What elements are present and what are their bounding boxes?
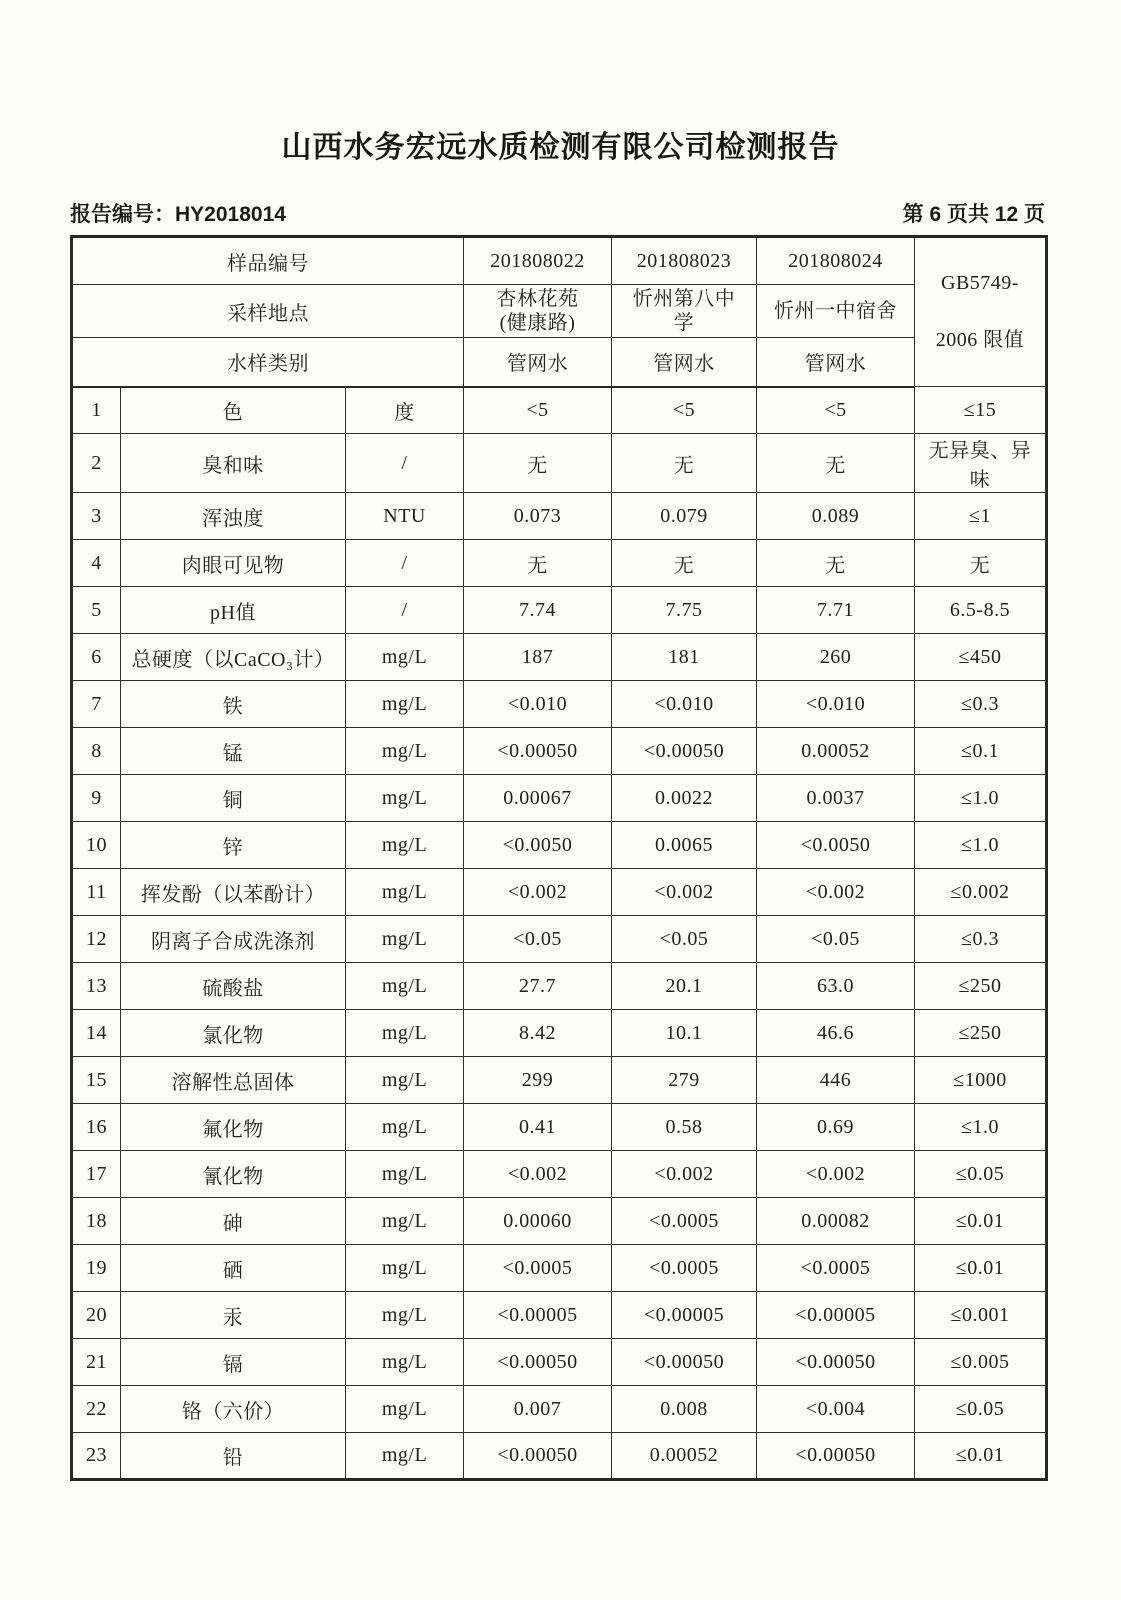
value-cell: 7.74 xyxy=(464,587,612,634)
table-row xyxy=(72,1104,1047,1151)
standard-line1: GB5749- xyxy=(941,272,1019,294)
row-number-cell: 7 xyxy=(72,681,121,728)
param-name-cell: 砷 xyxy=(121,1198,346,1245)
limit-cell: ≤0.002 xyxy=(915,869,1047,916)
value-cell: <0.010 xyxy=(757,681,915,728)
param-name-cell: 镉 xyxy=(121,1339,346,1386)
row-number-cell: 3 xyxy=(72,493,121,540)
value-cell: 0.008 xyxy=(612,1386,757,1433)
unit-cell: mg/L xyxy=(346,963,464,1010)
value-cell: <0.00005 xyxy=(464,1292,612,1339)
value-cell: 181 xyxy=(612,634,757,681)
row-number-cell: 12 xyxy=(72,916,121,963)
value-cell: 无 xyxy=(757,540,915,587)
unit-cell: mg/L xyxy=(346,1057,464,1104)
value-cell: <0.00005 xyxy=(612,1292,757,1339)
param-name-cell: 肉眼可见物 xyxy=(121,540,346,587)
table-row xyxy=(72,681,1047,728)
table-row xyxy=(72,1245,1047,1292)
param-name-cell: 汞 xyxy=(121,1292,346,1339)
location-text: 忻州第八中学 xyxy=(632,288,736,334)
unit-cell: / xyxy=(346,587,464,634)
sample-id-cell: 201808022 xyxy=(464,237,612,285)
unit-cell: mg/L xyxy=(346,869,464,916)
value-cell: 63.0 xyxy=(757,963,915,1010)
header-row-water-type xyxy=(72,338,1047,387)
value-cell: 0.0022 xyxy=(612,775,757,822)
table-row xyxy=(72,1198,1047,1245)
unit-cell: / xyxy=(346,434,464,493)
value-cell: 0.00052 xyxy=(757,728,915,775)
param-name-cell: 铁 xyxy=(121,681,346,728)
value-cell: <0.00050 xyxy=(757,1433,915,1480)
param-name-cell: 氯化物 xyxy=(121,1010,346,1057)
param-name-cell: 阴离子合成洗涤剂 xyxy=(121,916,346,963)
row-number-cell: 16 xyxy=(72,1104,121,1151)
unit-cell: NTU xyxy=(346,493,464,540)
value-cell: 446 xyxy=(757,1057,915,1104)
value-cell: <0.002 xyxy=(612,1151,757,1198)
table-row xyxy=(72,1339,1047,1386)
value-cell: 187 xyxy=(464,634,612,681)
value-cell: <0.010 xyxy=(612,681,757,728)
value-cell: 0.0037 xyxy=(757,775,915,822)
value-cell: <0.0005 xyxy=(757,1245,915,1292)
limit-cell: ≤1.0 xyxy=(915,1104,1047,1151)
value-cell: <5 xyxy=(464,387,612,434)
value-cell: 0.00060 xyxy=(464,1198,612,1245)
value-cell: 7.71 xyxy=(757,587,915,634)
value-cell: <0.00050 xyxy=(464,728,612,775)
limit-cell: ≤1.0 xyxy=(915,822,1047,869)
param-name-cell: 总硬度（以CaCO₃计） xyxy=(121,634,346,681)
value-cell: <0.0005 xyxy=(612,1198,757,1245)
row-number-cell: 22 xyxy=(72,1386,121,1433)
standard-limit-cell xyxy=(915,237,1047,387)
value-cell: 无 xyxy=(464,434,612,493)
param-name-cell: 铜 xyxy=(121,775,346,822)
limit-cell: ≤0.01 xyxy=(915,1245,1047,1292)
value-cell: <0.00050 xyxy=(612,728,757,775)
unit-cell: mg/L xyxy=(346,1433,464,1480)
unit-cell: mg/L xyxy=(346,1151,464,1198)
value-cell: 0.00067 xyxy=(464,775,612,822)
limit-cell: ≤250 xyxy=(915,963,1047,1010)
row-number-cell: 9 xyxy=(72,775,121,822)
report-meta-row xyxy=(70,198,1045,228)
table-row xyxy=(72,434,1047,493)
value-cell: <0.002 xyxy=(464,869,612,916)
sample-id-cell: 201808024 xyxy=(757,237,915,285)
unit-cell: mg/L xyxy=(346,1198,464,1245)
unit-cell: mg/L xyxy=(346,1292,464,1339)
table-row xyxy=(72,963,1047,1010)
value-cell: <0.002 xyxy=(757,1151,915,1198)
value-cell: <0.002 xyxy=(612,869,757,916)
row-number-cell: 10 xyxy=(72,822,121,869)
param-name-cell: pH值 xyxy=(121,587,346,634)
limit-cell: ≤1.0 xyxy=(915,775,1047,822)
water-type-cell: 管网水 xyxy=(612,338,757,387)
row-number-cell: 11 xyxy=(72,869,121,916)
header-row-location xyxy=(72,285,1047,338)
param-name-cell: 挥发酚（以苯酚计） xyxy=(121,869,346,916)
row-number-cell: 13 xyxy=(72,963,121,1010)
row-number-cell: 18 xyxy=(72,1198,121,1245)
table-row xyxy=(72,869,1047,916)
value-cell: 无 xyxy=(757,434,915,493)
value-cell: <0.002 xyxy=(757,869,915,916)
value-cell: 46.6 xyxy=(757,1010,915,1057)
limit-cell: ≤0.1 xyxy=(915,728,1047,775)
limit-cell: ≤0.01 xyxy=(915,1198,1047,1245)
value-cell: <0.004 xyxy=(757,1386,915,1433)
sample-id-label-cell: 样品编号 xyxy=(72,237,464,285)
value-cell: 0.58 xyxy=(612,1104,757,1151)
param-name-cell: 臭和味 xyxy=(121,434,346,493)
value-cell: 0.079 xyxy=(612,493,757,540)
value-cell: 0.41 xyxy=(464,1104,612,1151)
value-cell: 0.0065 xyxy=(612,822,757,869)
unit-cell: mg/L xyxy=(346,916,464,963)
report-number: 报告编号：HY2018014 xyxy=(70,203,286,226)
value-cell: <0.05 xyxy=(757,916,915,963)
value-cell: 无 xyxy=(464,540,612,587)
table-row xyxy=(72,1057,1047,1104)
table-row xyxy=(72,1292,1047,1339)
value-cell: <0.0005 xyxy=(464,1245,612,1292)
row-number-cell: 1 xyxy=(72,387,121,434)
water-type-cell: 管网水 xyxy=(464,338,612,387)
limit-cell: ≤1000 xyxy=(915,1057,1047,1104)
location-cell xyxy=(612,285,757,338)
table-row xyxy=(72,1386,1047,1433)
param-name-cell: 铅 xyxy=(121,1433,346,1480)
value-cell: 0.00052 xyxy=(612,1433,757,1480)
table-row xyxy=(72,1010,1047,1057)
value-cell: 0.073 xyxy=(464,493,612,540)
unit-cell: 度 xyxy=(346,387,464,434)
table-row xyxy=(72,728,1047,775)
value-cell: 7.75 xyxy=(612,587,757,634)
table-row xyxy=(72,775,1047,822)
row-number-cell: 21 xyxy=(72,1339,121,1386)
location-text: 杏林花苑(健康路) xyxy=(496,288,579,334)
location-cell xyxy=(464,285,612,338)
value-cell: <0.05 xyxy=(464,916,612,963)
unit-cell: mg/L xyxy=(346,681,464,728)
row-number-cell: 8 xyxy=(72,728,121,775)
value-cell: 8.42 xyxy=(464,1010,612,1057)
param-name-cell: 铬（六价） xyxy=(121,1386,346,1433)
table-row xyxy=(72,822,1047,869)
unit-cell: mg/L xyxy=(346,1104,464,1151)
unit-cell: mg/L xyxy=(346,1339,464,1386)
table-row xyxy=(72,1151,1047,1198)
value-cell: 27.7 xyxy=(464,963,612,1010)
row-number-cell: 5 xyxy=(72,587,121,634)
limit-cell: ≤0.005 xyxy=(915,1339,1047,1386)
value-cell: 0.69 xyxy=(757,1104,915,1151)
param-name-cell: 色 xyxy=(121,387,346,434)
value-cell: <0.0005 xyxy=(612,1245,757,1292)
limit-cell: ≤0.001 xyxy=(915,1292,1047,1339)
row-number-cell: 17 xyxy=(72,1151,121,1198)
table-row xyxy=(72,387,1047,434)
value-cell: <0.010 xyxy=(464,681,612,728)
limit-cell: ≤0.05 xyxy=(915,1151,1047,1198)
value-cell: 无 xyxy=(612,540,757,587)
standard-line2: 2006 限值 xyxy=(935,329,1025,351)
limit-cell: ≤0.3 xyxy=(915,681,1047,728)
param-name-cell: 硫酸盐 xyxy=(121,963,346,1010)
page-title: 山西水务宏远水质检测有限公司检测报告 xyxy=(281,131,840,164)
value-cell: <5 xyxy=(757,387,915,434)
row-number-cell: 23 xyxy=(72,1433,121,1480)
value-cell: 0.007 xyxy=(464,1386,612,1433)
param-name-cell: 浑浊度 xyxy=(121,493,346,540)
unit-cell: mg/L xyxy=(346,634,464,681)
value-cell: 260 xyxy=(757,634,915,681)
value-cell: 299 xyxy=(464,1057,612,1104)
limit-cell: ≤0.01 xyxy=(915,1433,1047,1480)
table-row xyxy=(72,634,1047,681)
row-number-cell: 6 xyxy=(72,634,121,681)
table-row xyxy=(72,540,1047,587)
value-cell: 0.089 xyxy=(757,493,915,540)
row-number-cell: 15 xyxy=(72,1057,121,1104)
limit-cell: 无 xyxy=(915,540,1047,587)
table-row xyxy=(72,493,1047,540)
value-cell: <0.00050 xyxy=(612,1339,757,1386)
location-cell: 忻州一中宿舍 xyxy=(757,285,915,338)
limit-cell: 6.5-8.5 xyxy=(915,587,1047,634)
unit-cell: mg/L xyxy=(346,1245,464,1292)
limit-cell: 无异臭、异味 xyxy=(915,434,1047,493)
value-cell: <5 xyxy=(612,387,757,434)
unit-cell: mg/L xyxy=(346,728,464,775)
location-label-cell: 采样地点 xyxy=(72,285,464,338)
header-row-sample-id xyxy=(72,237,1047,285)
param-name-cell: 氰化物 xyxy=(121,1151,346,1198)
value-cell: <0.00050 xyxy=(464,1433,612,1480)
unit-cell: mg/L xyxy=(346,1010,464,1057)
param-name-cell: 硒 xyxy=(121,1245,346,1292)
page-indicator: 第 6 页共 12 页 xyxy=(902,203,1045,226)
value-cell: <0.00050 xyxy=(464,1339,612,1386)
value-cell: <0.05 xyxy=(612,916,757,963)
value-cell: 0.00082 xyxy=(757,1198,915,1245)
limit-cell: ≤0.05 xyxy=(915,1386,1047,1433)
row-number-cell: 14 xyxy=(72,1010,121,1057)
table-row xyxy=(72,587,1047,634)
value-cell: 279 xyxy=(612,1057,757,1104)
value-cell: <0.0050 xyxy=(464,822,612,869)
unit-cell: mg/L xyxy=(346,1386,464,1433)
value-cell: <0.002 xyxy=(464,1151,612,1198)
value-cell: <0.00005 xyxy=(757,1292,915,1339)
water-type-label-cell: 水样类别 xyxy=(72,338,464,387)
param-name-cell: 锰 xyxy=(121,728,346,775)
unit-cell: mg/L xyxy=(346,775,464,822)
value-cell: <0.00050 xyxy=(757,1339,915,1386)
row-number-cell: 4 xyxy=(72,540,121,587)
limit-cell: ≤450 xyxy=(915,634,1047,681)
param-name-cell: 锌 xyxy=(121,822,346,869)
value-cell: 10.1 xyxy=(612,1010,757,1057)
limit-cell: ≤0.3 xyxy=(915,916,1047,963)
table-row xyxy=(72,1433,1047,1480)
param-name-cell: 溶解性总固体 xyxy=(121,1057,346,1104)
unit-cell: / xyxy=(346,540,464,587)
value-cell: 20.1 xyxy=(612,963,757,1010)
row-number-cell: 2 xyxy=(72,434,121,493)
sample-id-cell: 201808023 xyxy=(612,237,757,285)
row-number-cell: 20 xyxy=(72,1292,121,1339)
limit-cell: ≤1 xyxy=(915,493,1047,540)
row-number-cell: 19 xyxy=(72,1245,121,1292)
table-row xyxy=(72,916,1047,963)
water-type-cell: 管网水 xyxy=(757,338,915,387)
limit-cell: ≤15 xyxy=(915,387,1047,434)
results-table xyxy=(70,235,1048,1481)
limit-cell: ≤250 xyxy=(915,1010,1047,1057)
value-cell: 无 xyxy=(612,434,757,493)
param-name-cell: 氟化物 xyxy=(121,1104,346,1151)
unit-cell: mg/L xyxy=(346,822,464,869)
value-cell: <0.0050 xyxy=(757,822,915,869)
